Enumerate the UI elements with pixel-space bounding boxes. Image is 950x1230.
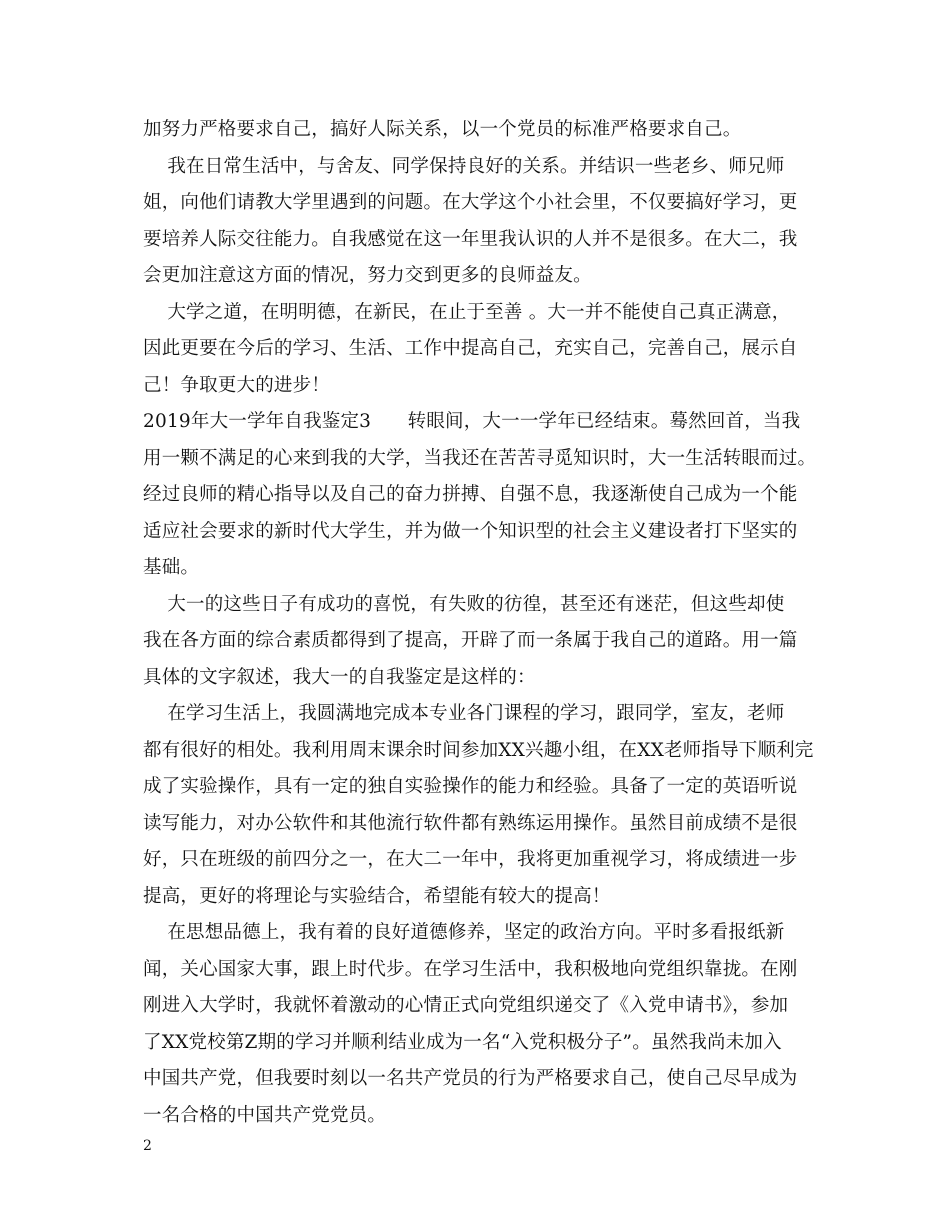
text-line: 要培养人际交往能力。自我感觉在这一年里我认识的人并不是很多。在大二，我 (143, 228, 798, 250)
text-line: 经过良师的精心指导以及自己的奋力拼搏、自强不息，我逐渐使自己成为一个能 (143, 484, 798, 505)
text-line: 在思想品德上，我有着的良好道德修养，坚定的政治方向。平时多看报纸新 (143, 922, 785, 943)
text-line: 因此更要在今后的学习、生活、工作中提高自己，充实自己，完善自己，展示自 (143, 338, 798, 359)
text-line: 成了实验操作，具有一定的独自实验操作的能力和经验。具备了一定的英语听说 (143, 776, 798, 797)
text-line: 大一的这些日子有成功的喜悦，有失败的彷徨，甚至还有迷茫，但这些却使 (143, 593, 785, 615)
text-line: 己！争取更大的进步！ (143, 374, 331, 396)
text-line: 会更加注意这方面的情况，努力交到更多的良师益友。 (143, 265, 592, 286)
text-line: 刚进入大学时，我就怀着激动的心情正式向党组织递交了《入党申请书》，参加 (143, 995, 789, 1016)
text-line: 一名合格的中国共产党党员。 (143, 1104, 387, 1126)
text-line: 大学之道，在明明德，在新民，在止于至善 。大一并不能使自己真正满意， (143, 301, 791, 323)
text-line: 都有很好的相处。我利用周末课余时间参加XX兴趣小组，在XX老师指导下顺利完 (143, 739, 814, 761)
document-body (143, 112, 823, 1134)
text-line: 读写能力，对办公软件和其他流行软件都有熟练运用操作。虽然目前成绩不是很 (143, 812, 798, 834)
text-line: 基础。 (143, 557, 200, 578)
text-line: 了XX党校第Z期的学习并顺利结业成为一名“入党积极分子”。虽然我尚未加入 (143, 1031, 782, 1053)
text-line: 好，只在班级的前四分之一，在大二一年中，我将更加重视学习，将成绩进一步 (143, 849, 798, 870)
text-line: 用一颗不满足的心来到我的大学，当我还在苦苦寻觅知识时，大一生活转眼而过。 (143, 447, 817, 469)
text-line: 我在日常生活中，与舍友、同学保持良好的关系。并结识一些老乡、师兄师 (143, 155, 785, 177)
text-line: 闻，关心国家大事，跟上时代步。在学习生活中，我积极地向党组织靠拢。在刚 (143, 958, 798, 980)
text-line: 适应社会要求的新时代大学生，并为做一个知识型的社会主义建设者打下坚实的 (143, 520, 798, 542)
text-line: 中国共产党，但我要时刻以一名共产党员的行为严格要求自己，使自己尽早成为 (143, 1068, 798, 1089)
text-line: 姐，向他们请教大学里遇到的问题。在大学这个小社会里，不仅要搞好学习，更 (143, 192, 798, 213)
text-line: 具体的文字叙述，我大一的自我鉴定是这样的： (143, 666, 536, 688)
page-number: 2 (143, 1138, 152, 1154)
text-line: 在学习生活上，我圆满地完成本专业各门课程的学习，跟同学，室友，老师 (143, 703, 785, 724)
text-line: 2019年大一学年自我鉴定3 转眼间，大一一学年已经结束。蓦然回首，当我 (143, 411, 801, 432)
text-line: 我在各方面的综合素质都得到了提高，开辟了而一条属于我自己的道路。用一篇 (143, 630, 798, 651)
text-line: 提高，更好的将理论与实验结合，希望能有较大的提高！ (143, 885, 611, 907)
text-line: 加努力严格要求自己，搞好人际关系，以一个党员的标准严格要求自己。 (143, 119, 742, 140)
